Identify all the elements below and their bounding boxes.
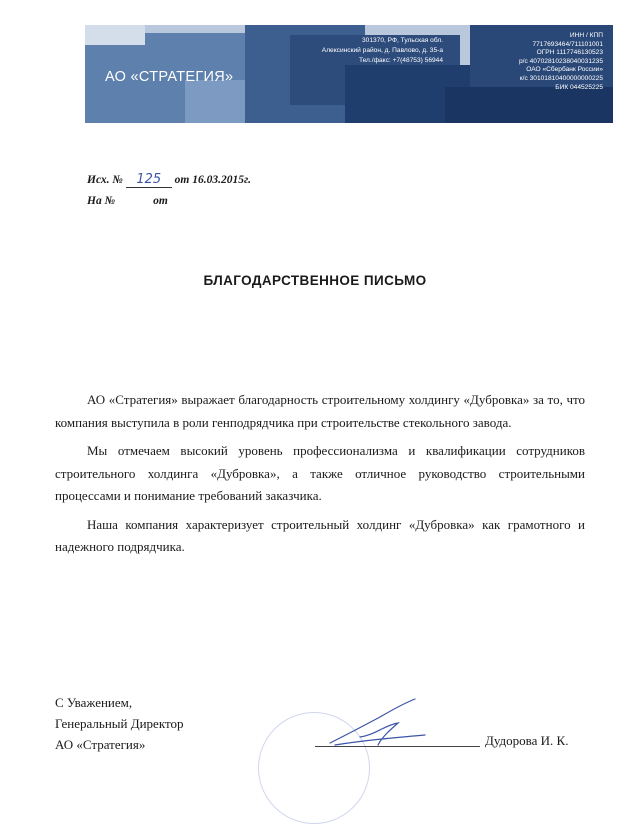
bank-details	[519, 32, 603, 92]
bank-line: 7717693464/711101001	[532, 40, 603, 48]
signatory-name: Дудорова И. К.	[485, 733, 569, 748]
bank-line: БИК 044525225	[555, 83, 603, 91]
company-name: АО «СТРАТЕГИЯ»	[105, 69, 234, 85]
incoming-prefix: На №	[87, 195, 116, 207]
address-line: 301370, РФ, Тульская обл.	[362, 37, 443, 44]
outgoing-reference	[87, 172, 251, 188]
company-address	[322, 36, 443, 66]
incoming-reference	[87, 195, 168, 207]
body-paragraph: Наша компания характеризует строительный холдинг «Дубровка» как грамотного и надежного подрядчика.	[55, 516, 585, 554]
outgoing-number-field	[126, 172, 172, 188]
body-paragraph: АО «Стратегия» выражает благодарность строительному холдингу «Дубровка» за то, что компания выступила в роли генподрядчика при строительстве стекольного завода.	[55, 392, 585, 430]
address-line: Тел./факс: +7(48753) 56944	[358, 57, 443, 64]
outgoing-prefix: Исх. №	[87, 174, 123, 186]
bank-line: р/с 40702810238040031235	[519, 57, 603, 65]
closing-line: С Уважением,	[55, 695, 133, 710]
handwritten-signature	[320, 695, 430, 750]
letterhead-block	[85, 25, 145, 45]
signatory-company: АО «Стратегия»	[55, 737, 146, 752]
address-line: Алексинский район, д. Павлово, д. 35-а	[321, 47, 443, 54]
letterhead	[85, 25, 613, 123]
body-paragraph: Мы отмечаем высокий уровень профессионализма и квалификации сотрудников строительного холдинга «Дубровка», а также отличное руководство строительными процессами и понимание требований заказчика.	[55, 443, 585, 503]
signature-block	[55, 692, 183, 755]
letter-title: БЛАГОДАРСТВЕННОЕ ПИСЬМО	[203, 273, 427, 288]
incoming-from: от	[153, 195, 168, 207]
signatory-position: Генеральный Директор	[55, 716, 184, 731]
outgoing-number: 125	[136, 172, 162, 187]
outgoing-date: от 16.03.2015г.	[174, 174, 251, 186]
bank-line: ОГРН 1117746130523	[536, 49, 603, 57]
bank-line: ОАО «Сбербанк России»	[526, 66, 603, 74]
bank-line: к/с 30101810400000000225	[519, 74, 603, 82]
letter-body	[55, 389, 585, 565]
letterhead-block	[445, 87, 613, 123]
bank-line: ИНН / КПП	[569, 32, 603, 39]
signature-line	[315, 746, 480, 747]
